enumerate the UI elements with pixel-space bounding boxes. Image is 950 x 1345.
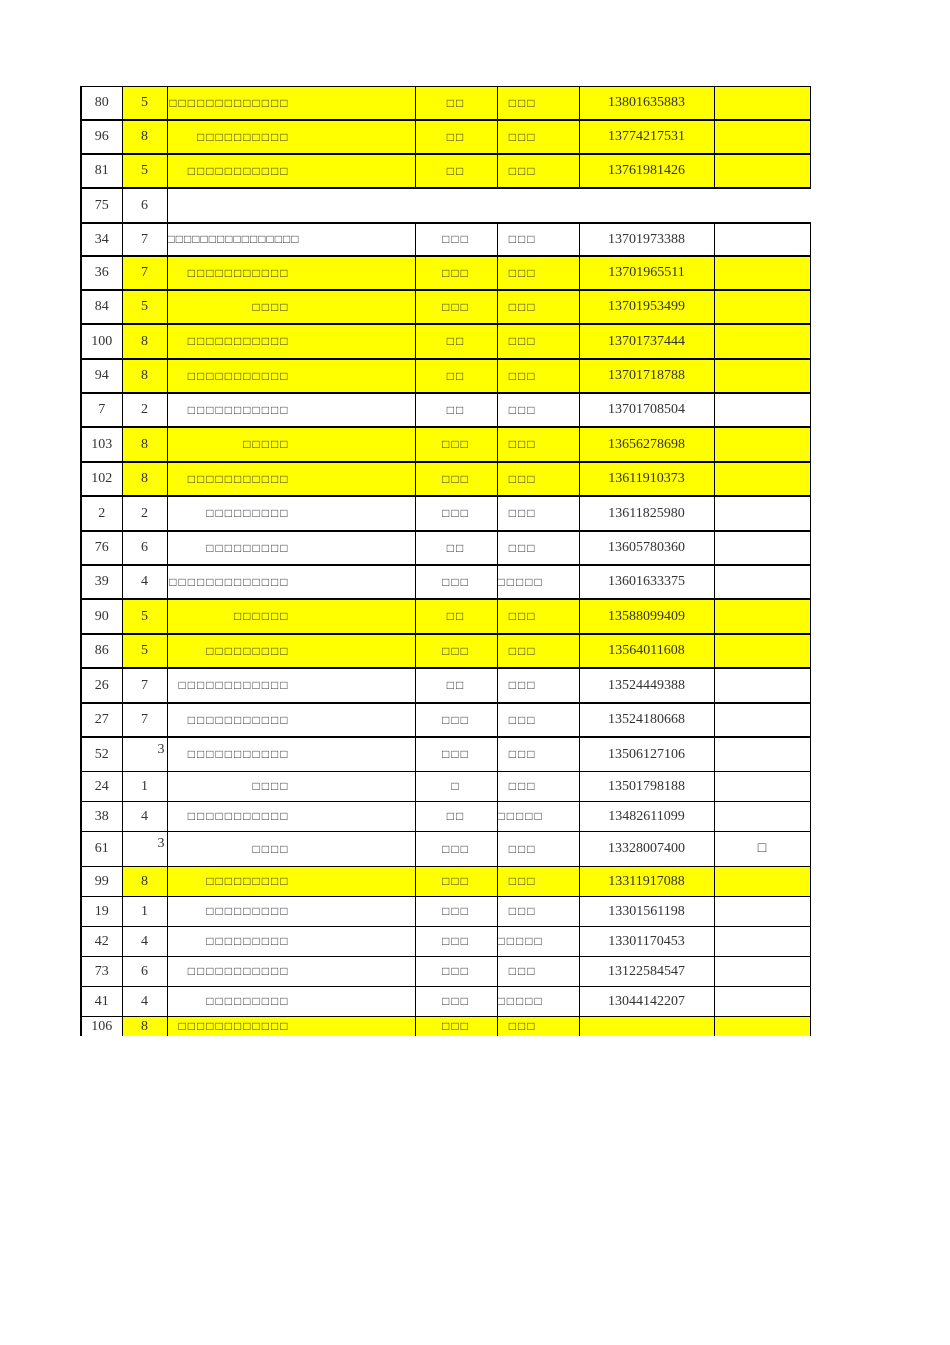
cell-level: 8 xyxy=(122,1017,167,1037)
table-row xyxy=(81,462,810,496)
table-row xyxy=(81,897,810,927)
cell-level: 1 xyxy=(122,772,167,802)
cell-c5: □□□ xyxy=(497,324,579,359)
cell-level: 5 xyxy=(122,634,167,668)
cell-id: 103 xyxy=(81,427,122,462)
cell-phone: 13701965511 xyxy=(579,256,714,290)
table-row xyxy=(81,154,810,188)
cell-c4: □□□ xyxy=(415,927,497,957)
cell-name: □□□□□□□□□□□ xyxy=(167,359,415,393)
cell-level: 6 xyxy=(122,188,167,223)
cell-name: □□□□□□□□□□□□ xyxy=(167,668,415,703)
cell-id: 42 xyxy=(81,927,122,957)
cell-c4: □□□ xyxy=(415,897,497,927)
cell-level: 5 xyxy=(122,87,167,121)
cell-c5: □□□□□ xyxy=(497,802,579,832)
cell-name: □□□□□□□□□□□□ xyxy=(167,1017,415,1037)
cell-c5: □□□ xyxy=(497,359,579,393)
cell-c5: □□□ xyxy=(497,496,579,531)
cell-c5: □□□ xyxy=(497,1017,579,1037)
cell-name: □□□□ xyxy=(167,772,415,802)
cell-note xyxy=(714,634,810,668)
cell-name: □□□□□□□□□□□ xyxy=(167,393,415,427)
cell-note xyxy=(714,987,810,1017)
cell-c5: □□□ xyxy=(497,531,579,565)
cell-id: 106 xyxy=(81,1017,122,1037)
cell-level: 1 xyxy=(122,897,167,927)
cell-c4: □□ xyxy=(415,668,497,703)
cell-note xyxy=(714,87,810,121)
cell-id: 27 xyxy=(81,703,122,737)
cell-name: □□□□□□□□□□□□□ xyxy=(167,87,415,121)
cell-c5: □□□ xyxy=(497,462,579,496)
cell-level: 6 xyxy=(122,531,167,565)
cell-phone: 13524180668 xyxy=(579,703,714,737)
table-row xyxy=(81,223,810,256)
cell-c4: □□ xyxy=(415,393,497,427)
cell-id: 99 xyxy=(81,867,122,897)
cell-name: □□□□□□□□□□□ xyxy=(167,737,415,772)
cell-note xyxy=(714,154,810,188)
cell-name: □□□□□□□□□ xyxy=(167,531,415,565)
table-row xyxy=(81,957,810,987)
cell-phone xyxy=(579,1017,714,1037)
cell-id: 39 xyxy=(81,565,122,599)
cell-c4: □□□ xyxy=(415,987,497,1017)
cell-name: □□□□□□□□□□□ xyxy=(167,324,415,359)
cell-name: □□□□□□□□□ xyxy=(167,897,415,927)
cell-note xyxy=(714,668,810,703)
cell-phone: 13701973388 xyxy=(579,223,714,256)
cell-phone: 13701708504 xyxy=(579,393,714,427)
cell-c4: □□ xyxy=(415,324,497,359)
cell-phone: 13761981426 xyxy=(579,154,714,188)
cell-name: □□□□ xyxy=(167,832,415,867)
cell-name: □□□□□□□□□ xyxy=(167,496,415,531)
table-row xyxy=(81,359,810,393)
table-row xyxy=(81,867,810,897)
cell-id: 90 xyxy=(81,599,122,634)
cell-phone: 13701718788 xyxy=(579,359,714,393)
cell-level: 7 xyxy=(122,703,167,737)
cell-c5: □□□ xyxy=(497,393,579,427)
cell-c4: □□□ xyxy=(415,867,497,897)
cell-c4: □□ xyxy=(415,802,497,832)
cell-id: 100 xyxy=(81,324,122,359)
table-row xyxy=(81,927,810,957)
cell-note xyxy=(714,359,810,393)
cell-c4: □□□ xyxy=(415,634,497,668)
cell-c5: □□□ xyxy=(497,957,579,987)
cell-c4: □□ xyxy=(415,531,497,565)
cell-c5: □□□ xyxy=(497,634,579,668)
cell-note xyxy=(714,1017,810,1037)
cell-name: □□□□□□□□□□ xyxy=(167,120,415,154)
cell-name: □□□□□□□□□□□□□□□□ xyxy=(167,223,415,256)
cell-level: 8 xyxy=(122,324,167,359)
cell-id: 52 xyxy=(81,737,122,772)
cell-level: 2 xyxy=(122,496,167,531)
cell-level: 8 xyxy=(122,867,167,897)
cell-phone: 13301170453 xyxy=(579,927,714,957)
cell-phone: 13501798188 xyxy=(579,772,714,802)
cell-level: 8 xyxy=(122,120,167,154)
contact-table xyxy=(80,86,811,1036)
cell-c5: □□□ xyxy=(497,668,579,703)
cell-c4: □□□ xyxy=(415,496,497,531)
cell-c5: □□□ xyxy=(497,832,579,867)
cell-id: 41 xyxy=(81,987,122,1017)
cell-c5: □□□ xyxy=(497,427,579,462)
cell-note xyxy=(714,867,810,897)
cell-c5: □□□ xyxy=(497,290,579,324)
cell-name: □□□□ xyxy=(167,290,415,324)
table-row xyxy=(81,120,810,154)
table-row xyxy=(81,87,810,121)
table-row xyxy=(81,531,810,565)
cell-c5: □□□ xyxy=(497,223,579,256)
cell-id: 84 xyxy=(81,290,122,324)
cell-c4: □□□ xyxy=(415,832,497,867)
cell-id: 75 xyxy=(81,188,122,223)
cell-c4: □□□ xyxy=(415,737,497,772)
cell-c4: □□□ xyxy=(415,565,497,599)
cell-id: 38 xyxy=(81,802,122,832)
cell-note xyxy=(714,599,810,634)
table-row xyxy=(81,1017,810,1037)
cell-c5: □□□ xyxy=(497,737,579,772)
cell-name: □□□□□□□□□ xyxy=(167,927,415,957)
cell-level: 7 xyxy=(122,223,167,256)
cell-name: □□□□□□ xyxy=(167,599,415,634)
cell-c4: □□□ xyxy=(415,427,497,462)
cell-level: 4 xyxy=(122,565,167,599)
cell-c4: □□ xyxy=(415,120,497,154)
cell-name: □□□□□□□□□□□ xyxy=(167,256,415,290)
cell-c4: □□ xyxy=(415,359,497,393)
cell-level: 4 xyxy=(122,987,167,1017)
cell-note xyxy=(714,957,810,987)
cell-phone: 13611910373 xyxy=(579,462,714,496)
cell-id: 61 xyxy=(81,832,122,867)
table-row xyxy=(81,832,810,867)
cell-phone: 13122584547 xyxy=(579,957,714,987)
cell-note xyxy=(714,703,810,737)
cell-level: 8 xyxy=(122,359,167,393)
cell-phone: 13701953499 xyxy=(579,290,714,324)
cell-c4: □ xyxy=(415,772,497,802)
cell-name: □□□□□□□□□□□ xyxy=(167,462,415,496)
cell-c5: □□□□□ xyxy=(497,987,579,1017)
cell-id: 96 xyxy=(81,120,122,154)
cell-name: □□□□□□□□□ xyxy=(167,987,415,1017)
cell-level: 3 xyxy=(122,832,167,867)
cell-phone: 13588099409 xyxy=(579,599,714,634)
table-row xyxy=(81,772,810,802)
cell-level: 7 xyxy=(122,256,167,290)
cell-id: 26 xyxy=(81,668,122,703)
cell-c5: □□□ xyxy=(497,897,579,927)
cell-level: 8 xyxy=(122,462,167,496)
cell-phone: 13801635883 xyxy=(579,87,714,121)
cell-level: 5 xyxy=(122,154,167,188)
cell-phone: 13611825980 xyxy=(579,496,714,531)
cell-c4: □□□ xyxy=(415,957,497,987)
table-row xyxy=(81,324,810,359)
table-row xyxy=(81,496,810,531)
cell-id: 19 xyxy=(81,897,122,927)
cell-name: □□□□□□□□□□□ xyxy=(167,154,415,188)
cell-note xyxy=(714,496,810,531)
cell-phone: 13311917088 xyxy=(579,867,714,897)
cell-c5: □□□ xyxy=(497,256,579,290)
cell-c5: □□□ xyxy=(497,87,579,121)
cell-id: 81 xyxy=(81,154,122,188)
cell-phone: 13564011608 xyxy=(579,634,714,668)
cell-id: 24 xyxy=(81,772,122,802)
cell-name: □□□□□□□□□ xyxy=(167,867,415,897)
cell-phone: 13656278698 xyxy=(579,427,714,462)
cell-level: 4 xyxy=(122,802,167,832)
table-row xyxy=(81,393,810,427)
cell-note xyxy=(714,897,810,927)
cell-phone: 13301561198 xyxy=(579,897,714,927)
cell-id: 86 xyxy=(81,634,122,668)
cell-note xyxy=(714,531,810,565)
table-row xyxy=(81,737,810,772)
cell-c4: □□□ xyxy=(415,223,497,256)
table-row xyxy=(81,256,810,290)
table-row xyxy=(81,634,810,668)
cell-note xyxy=(714,290,810,324)
table-row xyxy=(81,668,810,703)
cell-level: 4 xyxy=(122,927,167,957)
cell-phone: 13506127106 xyxy=(579,737,714,772)
cell-note xyxy=(714,427,810,462)
table-row xyxy=(81,599,810,634)
cell-level: 2 xyxy=(122,393,167,427)
cell-level: 7 xyxy=(122,668,167,703)
table-row xyxy=(81,802,810,832)
cell-phone: 13482611099 xyxy=(579,802,714,832)
table-row xyxy=(81,290,810,324)
cell-c5: □□□ xyxy=(497,772,579,802)
cell-id: 34 xyxy=(81,223,122,256)
cell-id: 94 xyxy=(81,359,122,393)
cell-c4: □□ xyxy=(415,154,497,188)
table-row xyxy=(81,703,810,737)
cell-note xyxy=(714,256,810,290)
cell-c5: □□□ xyxy=(497,599,579,634)
cell-note xyxy=(714,120,810,154)
cell-name: □□□□□□□□□ xyxy=(167,634,415,668)
cell-note xyxy=(714,802,810,832)
spreadsheet xyxy=(80,86,811,1036)
table-row xyxy=(81,188,810,223)
cell-c5: □□□□□ xyxy=(497,927,579,957)
cell-level: 8 xyxy=(122,427,167,462)
cell-c4: □□□ xyxy=(415,1017,497,1037)
cell-id: 102 xyxy=(81,462,122,496)
cell-id: 2 xyxy=(81,496,122,531)
cell-id: 36 xyxy=(81,256,122,290)
cell-note xyxy=(714,324,810,359)
cell-c5: □□□ xyxy=(497,867,579,897)
cell-c4: □□□ xyxy=(415,290,497,324)
cell-id: 73 xyxy=(81,957,122,987)
table-body xyxy=(81,87,810,1037)
cell-phone: 13701737444 xyxy=(579,324,714,359)
cell-c4: □□ xyxy=(415,87,497,121)
cell-name: □□□□□□□□□□□ xyxy=(167,703,415,737)
cell-phone: 13524449388 xyxy=(579,668,714,703)
cell-phone: 13605780360 xyxy=(579,531,714,565)
cell-note xyxy=(714,565,810,599)
cell-name: □□□□□□□□□□□□□ xyxy=(167,565,415,599)
cell-phone: 13601633375 xyxy=(579,565,714,599)
cell-name: □□□□□□□□□□□ xyxy=(167,802,415,832)
table-row xyxy=(81,987,810,1017)
cell-phone: 13774217531 xyxy=(579,120,714,154)
cell-level: 3 xyxy=(122,737,167,772)
cell-note xyxy=(714,223,810,256)
cell-phone: 13328007400 xyxy=(579,832,714,867)
cell-phone: 13044142207 xyxy=(579,987,714,1017)
cell-c5: □□□ xyxy=(497,120,579,154)
cell-level: 5 xyxy=(122,290,167,324)
cell-note xyxy=(714,462,810,496)
cell-c4: □□□ xyxy=(415,703,497,737)
cell-c5: □□□□□ xyxy=(497,565,579,599)
cell-c5: □□□ xyxy=(497,154,579,188)
cell-note xyxy=(714,772,810,802)
cell-c5: □□□ xyxy=(497,703,579,737)
cell-note xyxy=(714,927,810,957)
cell-name: □□□□□ xyxy=(167,427,415,462)
cell-note xyxy=(714,393,810,427)
cell-id: 80 xyxy=(81,87,122,121)
cell-level: 5 xyxy=(122,599,167,634)
cell-level: 6 xyxy=(122,957,167,987)
cell-id: 76 xyxy=(81,531,122,565)
cell-c4: □□□ xyxy=(415,256,497,290)
cell-name: □□□□□□□□□□□ xyxy=(167,957,415,987)
cell-note: □ xyxy=(714,832,810,867)
table-row xyxy=(81,565,810,599)
cell-c4: □□ xyxy=(415,599,497,634)
table-row xyxy=(81,427,810,462)
cell-id: 7 xyxy=(81,393,122,427)
empty-merged-cell xyxy=(167,188,810,223)
cell-note xyxy=(714,737,810,772)
cell-c4: □□□ xyxy=(415,462,497,496)
